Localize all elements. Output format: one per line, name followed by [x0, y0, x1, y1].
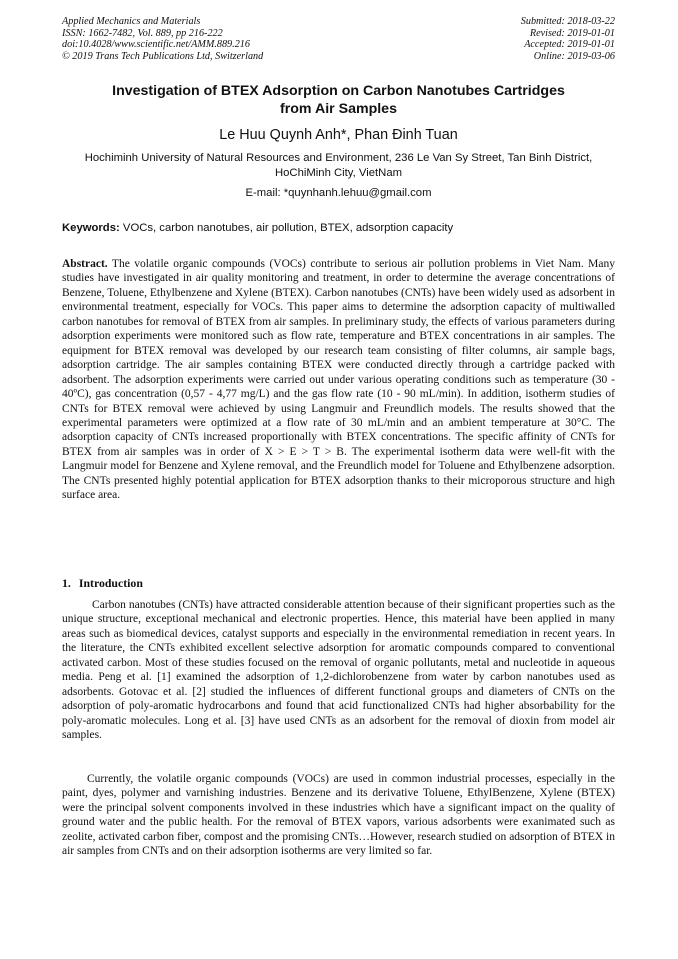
online-date: Online: 2019-03-06 [533, 50, 615, 62]
section-title: Introduction [78, 576, 143, 590]
submitted-date: Submitted: 2018-03-22 [520, 16, 615, 27]
title-line-2: from Air Samples [280, 101, 397, 117]
journal-info [62, 16, 263, 62]
title-line-1: Investigation of BTEX Adsorption on Carbon Nanotubes Cartridges [112, 83, 565, 99]
accepted-date: Accepted: 2019-01-01 [524, 39, 615, 51]
affiliation: Hochiminh University of Natural Resources and Environment, 236 Le Van Sy Street, Tan Binh District, HoChiMinh City, VietNam [84, 152, 593, 180]
abstract-label: Abstract. [62, 258, 108, 270]
keywords [62, 221, 615, 235]
intro-paragraph-2: Currently, the volatile organic compounds (VOCs) are used in common industrial processes, especially in the paint, dyes, polymer and varnishing industries. Benzene and its derivative Toluene, EthylBenzene, Xylene (BTEX) were the principal solvent components involved in these industries which have a significant impact on the quality of ground water and the public health. For the removal of BTEX vapors, various adsorbents were exanimated such as zeolite, activated carbon fiber, compost and the promising CNTs…However, research studied on adsorption of BTEX in air samples from CNTs and on their adsorption isotherms are very limited so far. [62, 773, 615, 858]
doi-line: doi:10.4028/www.scientific.net/AMM.889.216 [62, 39, 250, 51]
copyright-line: © 2019 Trans Tech Publications Ltd, Switzerland [62, 50, 264, 62]
keywords-label: Keywords: [62, 222, 120, 234]
submission-dates [521, 16, 615, 62]
abstract [62, 257, 615, 503]
email: E-mail: *quynhanh.lehuu@gmail.com [245, 187, 432, 199]
intro-paragraph-1: Carbon nanotubes (CNTs) have attracted considerable attention because of their significant properties such as the unique structure, exceptional mechanical and electronic properties. Hence, this material have been applied in many areas such as biomedical devices, catalyst supports and especially in the environmental remediation in recent years. In the literature, the CNTs exhibited excellent selective adsorption for aromatic compounds compared to conventional activated carbon. Most of these studies focused on the removal of organic pollutants, metal and nucleotide in aqueous media. Peng et al. [1] examined the adsorption of 1,2-dichlorobenzene from water by carbon nanotubes used as adsorbents. Gotovac et al. [2] studied the influences of different functional groups and diameters of CNTs on the adsorption of poly-aromatic hydrocarbons and found that acid functionalized CNTs had higher absorbability for the poly-aromatic molecules. Long et al. [3] have used CNTs as an adsorbent for the removal of dioxin from model air samples. [62, 599, 615, 742]
keywords-text: VOCs, carbon nanotubes, air pollution, BTEX, adsorption capacity [119, 222, 454, 234]
section-number: 1. [62, 576, 71, 590]
section-heading-introduction [62, 576, 143, 590]
paper-title [62, 82, 615, 118]
abstract-text: The volatile organic compounds (VOCs) contribute to serious air pollution problems in Viet Nam. Many studies have investigated in air quality monitoring and treatment, in order to determine the average concentrations of Benzene, Toluene, Ethylbenzene and Xylene (BTEX). Carbon nanotubes (CNTs) have been widely used as adsorbent in environmental treatment, especially for VOCs. This paper aims to determine the adsorption capacity of multiwalled carbon nanotubes for removal of BTEX from air samples. In preliminary study, the effects of various parameters during adsorption experiments were monitored such as flow rate, temperature and BTEX concentrations in air samples. The equipment for BTEX removal was developed by our research team consisting of filter columns, air sample bags, adsorption cartridge. The air samples containing BTEX were conducted directly through a cartridge packed with adsorbent. The adsorption experiments were carried out under various operating conditions such as temperature (30 - 40ºC), gas concentration (0,57 - 4,77 mg/L) and the gas flow rate (10 - 90 mL/min). In addition, isotherm studies of CNTs for BTEX removal were achieved by using Langmuir and Freundlich models. The results showed that the experimental parameters were optimized at a flow rate of 30 mL/min and an ambient temperature at 30°C. The adsorption capacity of CNTs increased proportionally with BTEX concentrations. The specific affinity of CNTs for BTEX from air samples was in order of X > E > T > B. The experimental isotherm data were well-fit with the Langmuir model for Benzene and Xylene removal, and the Freundlich model for Toluene and Ethylbenzene adsorption. The CNTs presented highly potential application for BTEX adsorption thanks to their microporous structure and high surface area. [62, 258, 615, 502]
revised-date: Revised: 2019-01-01 [529, 27, 615, 39]
journal-name: Applied Mechanics and Materials [62, 16, 201, 27]
issn-line: ISSN: 1662-7482, Vol. 889, pp 216-222 [62, 27, 223, 39]
authors: Le Huu Quynh Anh*, Phan Đinh Tuan [219, 127, 458, 143]
